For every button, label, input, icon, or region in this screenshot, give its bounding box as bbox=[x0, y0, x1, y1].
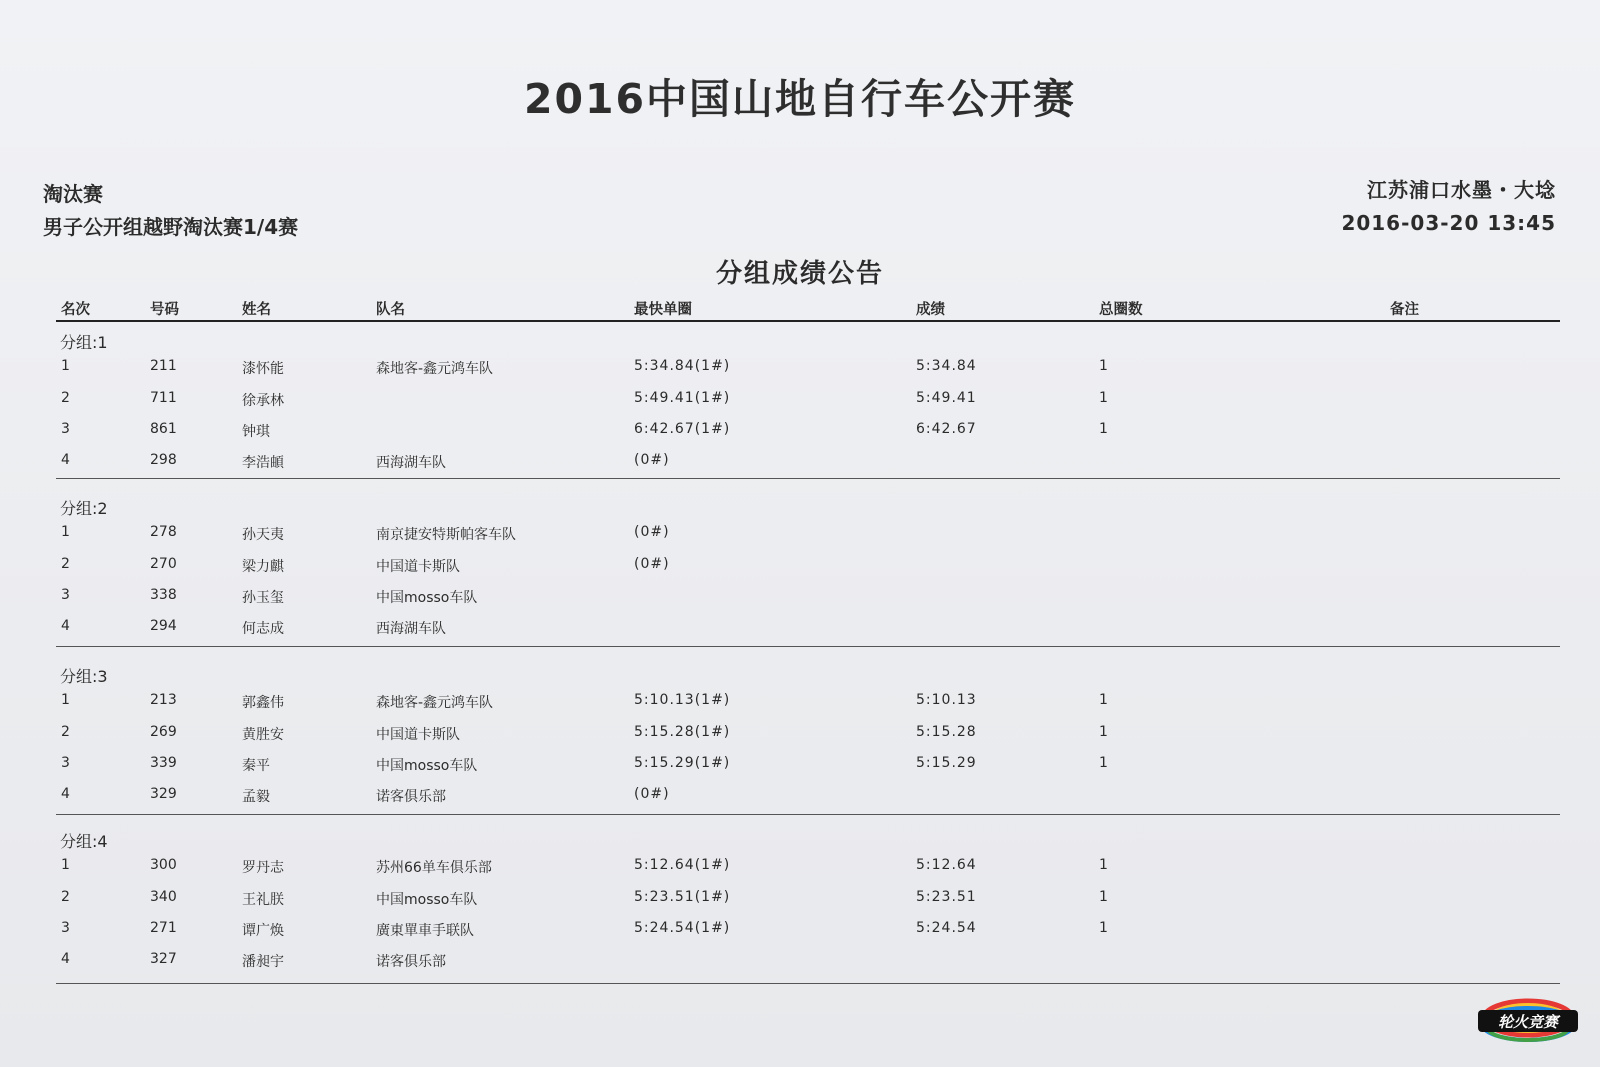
row-fastest-lap: 5:15.29(1#) bbox=[634, 755, 731, 771]
row-team: 中国道卡斯队 bbox=[376, 727, 460, 743]
row-team: 西海湖车队 bbox=[376, 455, 446, 471]
row-name: 谭广焕 bbox=[242, 923, 284, 939]
group-label: 分组:1 bbox=[60, 333, 108, 352]
row-rank: 3 bbox=[61, 421, 70, 437]
header-rank: 名次 bbox=[61, 302, 90, 318]
row-fastest-lap: 5:49.41(1#) bbox=[634, 390, 731, 406]
row-fastest-lap: 5:10.13(1#) bbox=[634, 692, 731, 708]
table-row bbox=[56, 583, 1560, 611]
row-name: 徐承林 bbox=[242, 393, 284, 409]
row-result: 5:15.29 bbox=[916, 755, 977, 771]
row-team: 廣東單車手联队 bbox=[376, 923, 474, 939]
row-rank: 4 bbox=[61, 786, 70, 802]
race-category: 男子公开组越野淘汰赛1/4赛 bbox=[43, 215, 299, 239]
watermark-text: 轮火竞赛 bbox=[1497, 1013, 1559, 1031]
row-laps: 1 bbox=[1099, 421, 1108, 437]
row-number: 298 bbox=[150, 452, 177, 468]
table-row bbox=[56, 853, 1560, 881]
row-team: 中国mosso车队 bbox=[376, 590, 478, 606]
row-result: 5:12.64 bbox=[916, 857, 977, 873]
row-team: 西海湖车队 bbox=[376, 621, 446, 637]
row-number: 294 bbox=[150, 618, 177, 634]
row-laps: 1 bbox=[1099, 857, 1108, 873]
table-row bbox=[56, 520, 1560, 548]
table-row bbox=[56, 947, 1560, 975]
row-team: 中国道卡斯队 bbox=[376, 559, 460, 575]
row-number: 711 bbox=[150, 390, 177, 406]
header-name: 姓名 bbox=[242, 302, 271, 318]
row-fastest-lap: (0#) bbox=[634, 556, 670, 572]
row-number: 211 bbox=[150, 358, 177, 374]
row-fastest-lap: 5:34.84(1#) bbox=[634, 358, 731, 374]
group-label: 分组:4 bbox=[60, 832, 108, 851]
row-number: 269 bbox=[150, 724, 177, 740]
group-label: 分组:3 bbox=[60, 667, 108, 686]
row-fastest-lap: 6:42.67(1#) bbox=[634, 421, 731, 437]
venue-info bbox=[1341, 174, 1556, 240]
row-name: 罗丹志 bbox=[242, 860, 284, 876]
row-name: 王礼朕 bbox=[242, 892, 284, 908]
row-team: 诺客俱乐部 bbox=[376, 789, 446, 805]
row-fastest-lap: (0#) bbox=[634, 452, 670, 468]
row-number: 271 bbox=[150, 920, 177, 936]
row-name: 孟毅 bbox=[242, 789, 270, 805]
location: 江苏浦口水墨・大埝 bbox=[1367, 178, 1556, 202]
row-rank: 2 bbox=[61, 390, 70, 406]
results-subtitle: 分组成绩公告 bbox=[715, 259, 884, 289]
table-row bbox=[56, 751, 1560, 779]
row-fastest-lap: 5:12.64(1#) bbox=[634, 857, 731, 873]
row-number: 213 bbox=[150, 692, 177, 708]
row-result: 5:15.28 bbox=[916, 724, 977, 740]
row-number: 338 bbox=[150, 587, 177, 603]
row-name: 钟琪 bbox=[242, 424, 270, 440]
row-number: 339 bbox=[150, 755, 177, 771]
row-laps: 1 bbox=[1099, 755, 1108, 771]
row-name: 孙天夷 bbox=[242, 527, 284, 543]
row-rank: 1 bbox=[61, 358, 70, 374]
row-rank: 2 bbox=[61, 556, 70, 572]
row-laps: 1 bbox=[1099, 692, 1108, 708]
header-team: 队名 bbox=[376, 302, 405, 318]
row-name: 潘昶宇 bbox=[242, 954, 284, 970]
row-rank: 1 bbox=[61, 524, 70, 540]
event-type: 淘汰赛 bbox=[43, 182, 103, 206]
row-rank: 3 bbox=[61, 587, 70, 603]
group-divider bbox=[56, 983, 1560, 984]
row-team: 森地客-鑫元鸿车队 bbox=[376, 695, 494, 711]
group-label: 分组:2 bbox=[60, 499, 108, 518]
group-divider bbox=[56, 646, 1560, 647]
row-number: 861 bbox=[150, 421, 177, 437]
table-row bbox=[56, 614, 1560, 642]
row-fastest-lap: (0#) bbox=[634, 786, 670, 802]
row-rank: 4 bbox=[61, 452, 70, 468]
row-number: 278 bbox=[150, 524, 177, 540]
row-result: 5:49.41 bbox=[916, 390, 977, 406]
row-number: 329 bbox=[150, 786, 177, 802]
row-rank: 4 bbox=[61, 951, 70, 967]
row-team: 中国mosso车队 bbox=[376, 758, 478, 774]
row-result: 6:42.67 bbox=[916, 421, 977, 437]
row-laps: 1 bbox=[1099, 358, 1108, 374]
row-fastest-lap: (0#) bbox=[634, 524, 670, 540]
row-result: 5:23.51 bbox=[916, 889, 977, 905]
row-laps: 1 bbox=[1099, 920, 1108, 936]
row-team: 苏州66单车俱乐部 bbox=[376, 860, 492, 876]
row-result: 5:34.84 bbox=[916, 358, 977, 374]
table-row bbox=[56, 354, 1560, 382]
table-row bbox=[56, 386, 1560, 414]
row-rank: 1 bbox=[61, 692, 70, 708]
row-fastest-lap: 5:15.28(1#) bbox=[634, 724, 731, 740]
row-name: 漆怀能 bbox=[242, 361, 284, 377]
table-row bbox=[56, 448, 1560, 476]
table-row bbox=[56, 417, 1560, 445]
row-rank: 1 bbox=[61, 857, 70, 873]
header-result: 成绩 bbox=[916, 302, 945, 318]
row-rank: 2 bbox=[61, 724, 70, 740]
table-header bbox=[56, 294, 1560, 322]
row-name: 黄胜安 bbox=[242, 727, 284, 743]
row-rank: 3 bbox=[61, 755, 70, 771]
row-team: 南京捷安特斯帕客车队 bbox=[376, 527, 516, 543]
row-fastest-lap: 5:24.54(1#) bbox=[634, 920, 731, 936]
row-result: 5:10.13 bbox=[916, 692, 977, 708]
header-total-laps: 总圈数 bbox=[1099, 302, 1143, 318]
header-number: 号码 bbox=[150, 302, 179, 318]
row-name: 李浩頔 bbox=[242, 455, 284, 471]
row-laps: 1 bbox=[1099, 390, 1108, 406]
row-name: 何志成 bbox=[242, 621, 284, 637]
table-row bbox=[56, 916, 1560, 944]
row-number: 327 bbox=[150, 951, 177, 967]
group-divider bbox=[56, 478, 1560, 479]
row-rank: 3 bbox=[61, 920, 70, 936]
table-row bbox=[56, 688, 1560, 716]
row-laps: 1 bbox=[1099, 724, 1108, 740]
table-row bbox=[56, 552, 1560, 580]
row-laps: 1 bbox=[1099, 889, 1108, 905]
table-row bbox=[56, 720, 1560, 748]
watermark-logo bbox=[1470, 998, 1585, 1048]
row-number: 340 bbox=[150, 889, 177, 905]
row-name: 秦平 bbox=[242, 758, 270, 774]
row-name: 孙玉玺 bbox=[242, 590, 284, 606]
table-row bbox=[56, 885, 1560, 913]
datetime: 2016-03-20 13:45 bbox=[1341, 211, 1556, 235]
page-title: 2016中国山地自行车公开赛 bbox=[523, 75, 1077, 123]
row-team: 森地客-鑫元鸿车队 bbox=[376, 361, 494, 377]
header-fastest-lap: 最快单圈 bbox=[634, 302, 692, 318]
header-remarks: 备注 bbox=[1390, 302, 1419, 318]
row-name: 梁力麒 bbox=[242, 559, 284, 575]
group-divider bbox=[56, 814, 1560, 815]
row-rank: 2 bbox=[61, 889, 70, 905]
row-team: 中国mosso车队 bbox=[376, 892, 478, 908]
row-number: 270 bbox=[150, 556, 177, 572]
table-row bbox=[56, 782, 1560, 810]
row-rank: 4 bbox=[61, 618, 70, 634]
event-info bbox=[43, 178, 298, 244]
row-team: 诺客俱乐部 bbox=[376, 954, 446, 970]
row-fastest-lap: 5:23.51(1#) bbox=[634, 889, 731, 905]
row-number: 300 bbox=[150, 857, 177, 873]
row-result: 5:24.54 bbox=[916, 920, 977, 936]
row-name: 郭鑫伟 bbox=[242, 695, 284, 711]
